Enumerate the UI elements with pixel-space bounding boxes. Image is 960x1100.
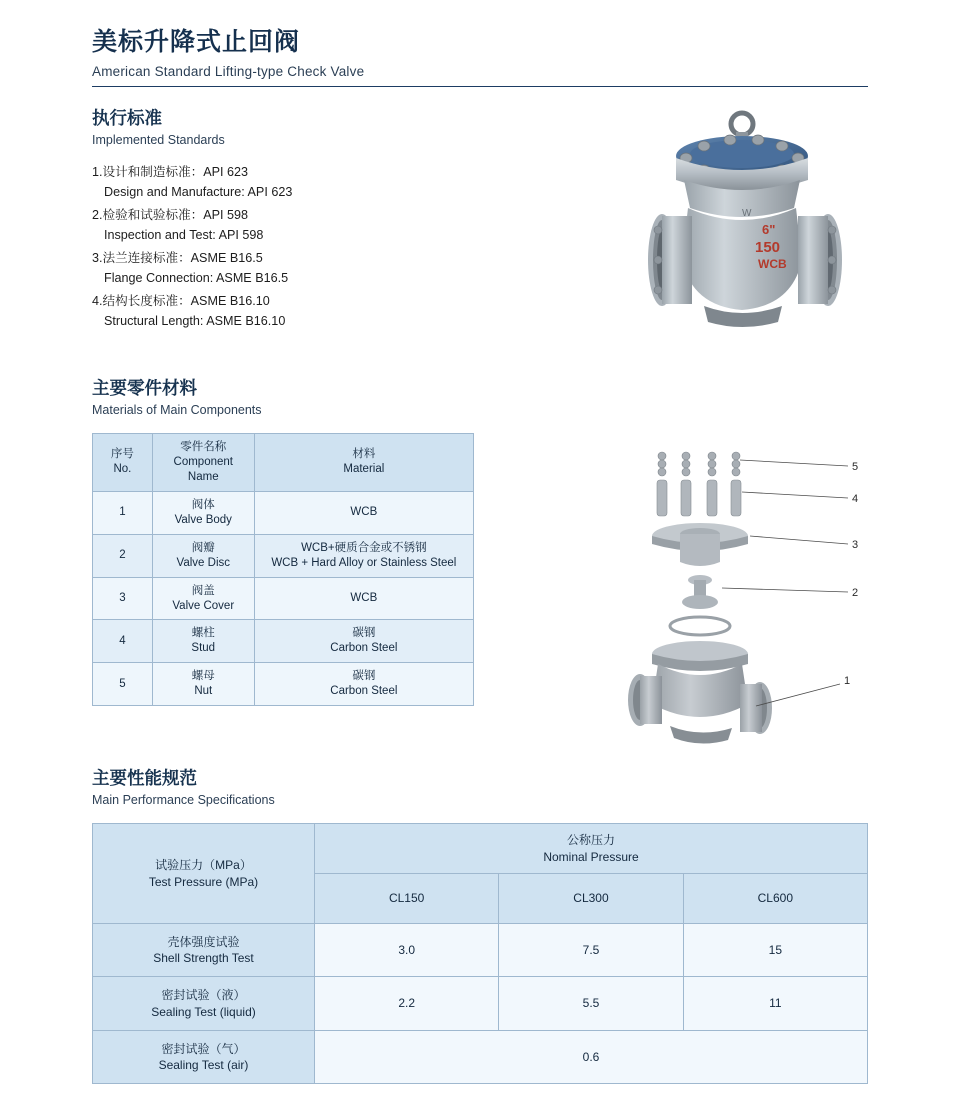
table-row — [93, 977, 868, 1030]
table-row — [93, 1030, 868, 1083]
list-item — [92, 163, 522, 202]
cell-no: 3 — [93, 577, 153, 620]
valve-photo — [592, 110, 892, 370]
cell-no: 5 — [93, 663, 153, 706]
standard-en: Flange Connection: ASME B16.5 — [104, 270, 289, 285]
callout-5: 5 — [852, 461, 859, 473]
standards-heading-en: Implemented Standards — [92, 133, 225, 147]
cell-value-air: 0.6 — [315, 1030, 868, 1083]
table-header-row — [93, 434, 474, 492]
exploded-diagram-illustration — [600, 440, 900, 750]
cell-material: 碳钢 Carbon Steel — [254, 620, 473, 663]
photo-label-size: 6" — [762, 222, 776, 237]
table-row — [93, 577, 474, 620]
standard-en: Structural Length: ASME B16.10 — [104, 313, 286, 328]
cell-material: WCB — [254, 491, 473, 534]
materials-section — [92, 375, 492, 706]
list-item — [92, 249, 522, 288]
callout-3: 3 — [852, 539, 859, 551]
cell-value: 2.2 — [315, 977, 499, 1030]
standards-list — [92, 163, 522, 331]
standard-cn: 2.检验和试验标准：API 598 — [92, 208, 249, 223]
standard-en: Design and Manufacture: API 623 — [104, 184, 293, 199]
test-pressure-header: 试验压力（MPa） Test Pressure (MPa) — [93, 824, 315, 924]
cell-component: 阀瓣 Valve Disc — [152, 534, 254, 577]
cell-value: 11 — [683, 977, 867, 1030]
cell-value: 15 — [683, 924, 867, 977]
table-row — [93, 924, 868, 977]
cell-material: 碳钢 Carbon Steel — [254, 663, 473, 706]
col-header-no: 序号 No. — [93, 434, 153, 492]
cell-value: 7.5 — [499, 924, 683, 977]
callout-1: 1 — [844, 675, 851, 687]
callout-4: 4 — [852, 493, 859, 505]
cell-component: 阀体 Valve Body — [152, 491, 254, 534]
table-row — [93, 620, 474, 663]
performance-heading-en: Main Performance Specifications — [92, 793, 275, 807]
class-header-cl300: CL300 — [499, 874, 683, 924]
standards-heading-cn: 执行标准 — [92, 108, 162, 128]
cell-no: 2 — [93, 534, 153, 577]
table-header-row — [93, 824, 868, 874]
col-header-component: 零件名称 Component Name — [152, 434, 254, 492]
cell-material: WCB+硬质合金或不锈钢 WCB + Hard Alloy or Stainless Steel — [254, 534, 473, 577]
standards-section — [92, 105, 522, 335]
standard-cn: 1.设计和制造标准：API 623 — [92, 165, 249, 179]
svg-text:W: W — [742, 208, 752, 219]
header-divider — [92, 86, 868, 87]
class-header-cl600: CL600 — [683, 874, 867, 924]
performance-table — [92, 823, 868, 1084]
cell-value: 3.0 — [315, 924, 499, 977]
row-label-sealing-air: 密封试验（气） Sealing Test (air) — [93, 1030, 315, 1083]
cell-component: 螺母 Nut — [152, 663, 254, 706]
cell-material: WCB — [254, 577, 473, 620]
class-header-cl150: CL150 — [315, 874, 499, 924]
row-label-shell-strength: 壳体强度试验 Shell Strength Test — [93, 924, 315, 977]
performance-section — [92, 765, 868, 1084]
col-header-material: 材料 Material — [254, 434, 473, 492]
page-title-cn: 美标升降式止回阀 — [92, 28, 301, 56]
page-header — [92, 22, 868, 87]
materials-table — [92, 433, 474, 706]
cell-value: 5.5 — [499, 977, 683, 1030]
page-title-en: American Standard Lifting-type Check Valve — [92, 64, 365, 79]
materials-heading-en: Materials of Main Components — [92, 403, 262, 417]
list-item — [92, 292, 522, 331]
table-row — [93, 534, 474, 577]
cell-no: 4 — [93, 620, 153, 663]
standard-cn: 3.法兰连接标准：ASME B16.5 — [92, 251, 263, 266]
performance-heading-cn: 主要性能规范 — [92, 768, 197, 788]
list-item — [92, 206, 522, 245]
table-row — [93, 491, 474, 534]
table-row — [93, 663, 474, 706]
exploded-diagram — [600, 440, 900, 750]
standard-en: Inspection and Test: API 598 — [104, 227, 264, 242]
cell-component: 阀盖 Valve Cover — [152, 577, 254, 620]
cell-component: 螺柱 Stud — [152, 620, 254, 663]
cell-no: 1 — [93, 491, 153, 534]
nominal-pressure-header: 公称压力 Nominal Pressure — [315, 824, 868, 874]
valve-photo-illustration — [592, 110, 892, 370]
photo-label-class: 150 — [755, 239, 781, 256]
row-label-sealing-liquid: 密封试验（液） Sealing Test (liquid) — [93, 977, 315, 1030]
materials-heading-cn: 主要零件材料 — [92, 378, 197, 398]
callout-2: 2 — [852, 587, 859, 599]
standard-cn: 4.结构长度标准：ASME B16.10 — [92, 294, 270, 309]
photo-label-material: WCB — [758, 257, 787, 271]
